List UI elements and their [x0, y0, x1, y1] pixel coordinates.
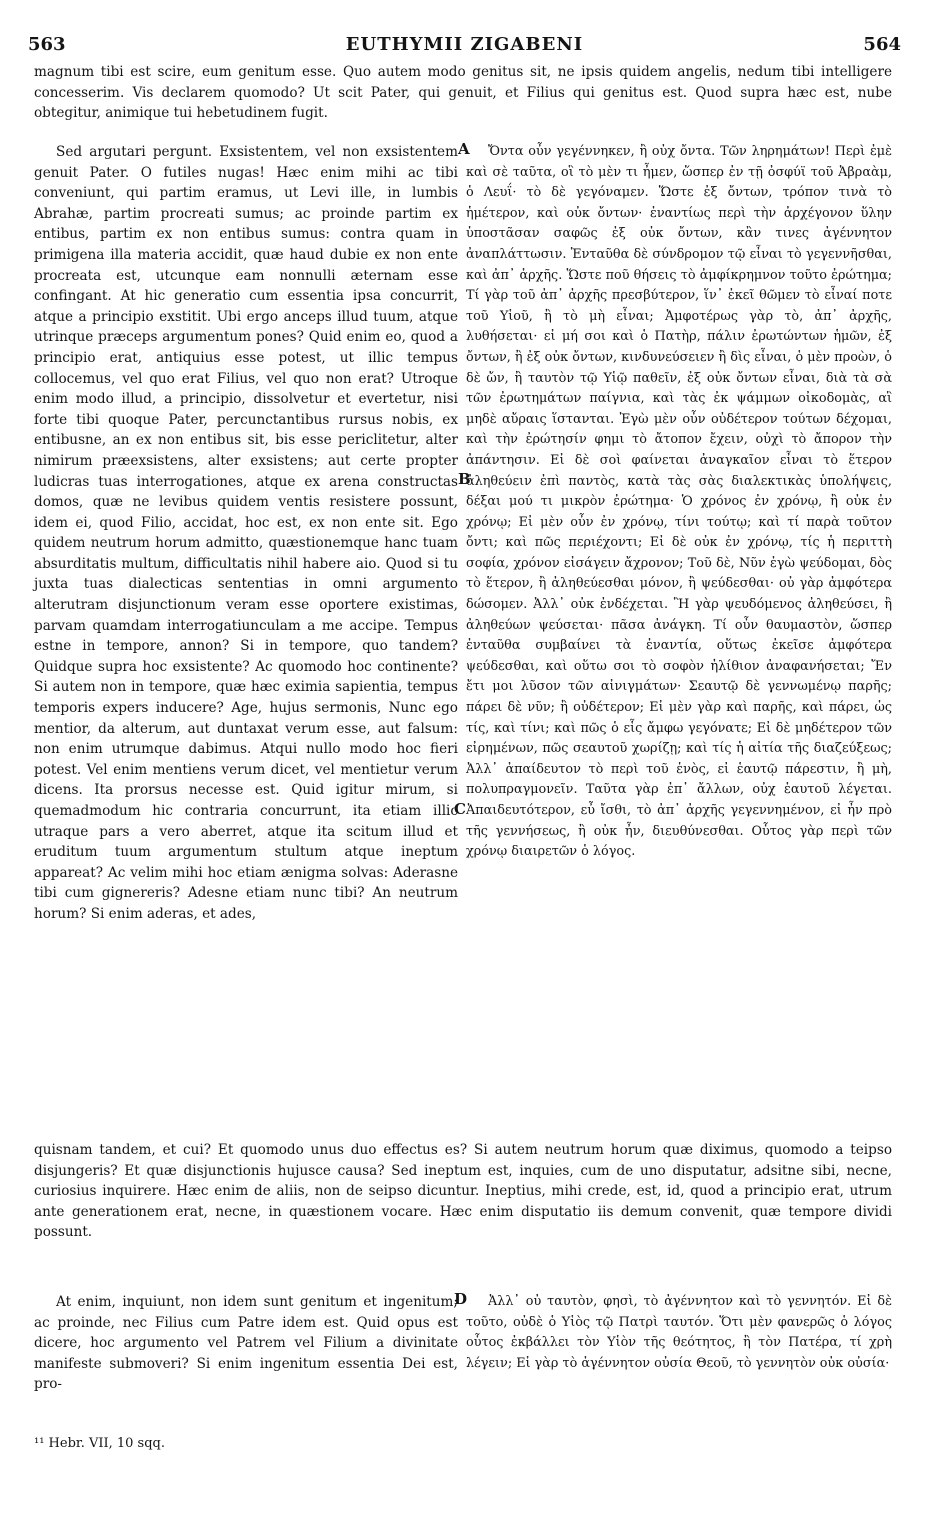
section-marker-c: C [454, 800, 466, 818]
running-title: EUTHYMII ZIGABENI [345, 34, 584, 55]
latin-column-d [34, 1292, 458, 1395]
middle-paragraph [34, 1140, 892, 1243]
greek-text-d: Ἀλλ᾽ οὐ ταυτὸν, φησὶ, τὸ ἀγέννητον καὶ τὸ γεννητόν. Εἰ δὲ τοῦτο, οὐδὲ ὁ Υἱὸς τῷ Πατρὶ ταυτόν. Ὅτι μὲν φανερῶς ὁ λόγος οὗτος ἐκβάλλει τὸν Υἱὸν τῆς θεότητος, ἢ τὸν Πατέρα, τί χρὴ λέγειν; Εἰ γὰρ τὸ ἀγέννητον οὐσία Θεοῦ, τὸ γεννητὸν οὐκ οὐσία· [466, 1294, 892, 1371]
section-marker-d: D [454, 1290, 468, 1308]
greek-column-a [466, 142, 892, 863]
section-marker-b: B [458, 470, 471, 488]
footnote: ¹¹ Hebr. VII, 10 sqq. [34, 1436, 166, 1451]
latin-text-a: Sed argutari pergunt. Exsistentem, vel non exsistentem genuit Pater. O futiles nugas! Hæc enim mihi ac tibi conveniunt, qui partim eramus, ut Levi ille, in lumbis Abrahæ, partim procreati sumus; ac proinde partim ex entibus, partim ex non entibus sumus: contra quam in primigena illa materia accidit, quæ haud dubie ex non ente procreata est, utcunque eam nonnulli æternam esse confingant. At hic generatio cum essentia ipsa concurrit, atque a principio exstitit. Ubi ergo anceps illud tuum, atque utrinque præceps argumentum pones? Quid enim eo, quod a principio erat, antiquius esse potest, ut illic tempus collocemus, vel quo erat Filius, vel quo non erat? Utroque enim modo illud, a principio, dissolvetur et evertetur, nisi forte tibi quoque Pater, percunctantibus rursus nobis, ex entibusne, an ex non entibus sit, bis esse periclitetur, alter nimirum præexsistens, alter exsistens; aut certe propter ludicras tuas interrogationes, atque ex arena constructas domos, quæ ne levibus quidem ventis resistere possunt, idem ei, quod Filio, accidat, hoc est, ex non ente sit. Ego quidem neutrum horum admitto, quæstionemque hanc tuam absurditatis multum, difficultatis nihil habere aio. Quod si tu juxta tuas dialecticas sententias in omni argumento alterutram disjunctionum veram esse oportere existimas, parvam quamdam interrogatiunculam a me accipe. Tempus estne in tempore, annon? Si in tempore, quo tandem? Quidque supra hoc exsistente? Ac quomodo hoc continente? Si autem non in tempore, quæ hæc eximia sapientia, tempus temporis expers inducere? Age, hujus sermonis, Nunc ego mentior, da alterum, aut duntaxat verum esse, aut falsum: non enim utrumque dabimus. Atqui nullo modo hoc fieri potest. Vel enim mentiens verum dicet, vel mentietur verum dicens. Ita prorsus necesse est. Quid igitur mirum, si quemadmodum hic contraria concurrunt, ita etiam illic utraque pars a vero aberret, atque ita scitum illud et eruditum tuum argumentum stultum atque ineptum appareat? Ac velim mihi hoc etiam ænigma solvas: Aderasne tibi cum gignereris? Adesne etiam nunc tibi? An neutrum horum? Si enim aderas, et ades, [34, 144, 458, 922]
latin-text-d: At enim, inquiunt, non idem sunt genitum et ingenitum; ac proinde, nec Filius cum Patre idem est. Quid opus est dicere, hoc argumento vel Patrem vel Filium a divinitate manifeste submoveri? Si enim ingenitum essentia Dei est, pro- [34, 1294, 458, 1393]
section-marker-a: A [458, 140, 470, 158]
page-number-left: 563 [28, 34, 66, 55]
top-paragraph [34, 62, 892, 124]
page-header [28, 34, 901, 58]
top-paragraph-text: magnum tibi est scire, eum genitum esse. Quo autem modo genitus sit, ne ipsis quidem angelis, nedum tibi intelligere concesserim. Vis declarem quomodo? Ut scit Pater, qui genuit, et Filius qui genitus est. Quod supra hæc est, nube obtegitur, animique tui hebetudinem fugit. [34, 64, 892, 122]
page-number-right: 564 [863, 34, 901, 55]
latin-column-a [34, 142, 458, 925]
greek-text-a: Ὄντα οὖν γεγέννηκεν, ἢ οὐχ ὄντα. Τῶν ληρημάτων! Περὶ ἐμὲ καὶ σὲ ταῦτα, οἳ τὸ μὲν τι ἦμεν, ὥσπερ ἐν τῇ ὀσφύϊ τοῦ Ἀβραὰμ, ὁ Λευΐ· τὸ δὲ γεγόναμεν. Ὥστε ἐξ ὄντων, τρόπον τινὰ τὸ ἡμέτερον, καὶ οὐκ ὄντων· ἐναντίως περὶ τὴν ἀρχέγονον ὕλην ὑποστᾶσαν σαφῶς ἐξ οὐκ ὄντων, κἂν τινες ἀγέννητον ἀναπλάττωσιν. Ἐνταῦθα δὲ σύνδρομον τῷ εἶναι τὸ γεγεννῆσθαι, καὶ ἀπ᾽ ἀρχῆς. Ὥστε ποῦ θήσεις τὸ ἀμφίκρημνον τοῦτο ἐρώτημα; Τί γὰρ τοῦ ἀπ᾽ ἀρχῆς πρεσβύτερον, ἵν᾽ ἐκεῖ θῶμεν τὸ εἶναί ποτε τοῦ Υἱοῦ, ἢ τὸ μὴ εἶναι; Ἀμφοτέρως γὰρ τὸ, ἀπ᾽ ἀρχῆς, λυθήσεται· εἰ μή σοι καὶ ὁ Πατὴρ, πάλιν ἐρωτώντων ἡμῶν, ἐξ ὄντων, ἢ ἐξ οὐκ ὄντων, κινδυνεύσειεν ἢ δὶς εἶναι, ὁ μὲν προὼν, ὁ δὲ ὤν, ἢ ταυτὸν τῷ Υἱῷ παθεῖν, ἐξ οὐκ ὄντων εἶναι, διὰ τὰ σὰ τῶν ἐρωτημάτων παίγνια, καὶ τὰς ἐκ ψάμμων οἰκοδομὰς, αἳ μηδὲ αὔραις ἵστανται. Ἐγὼ μὲν οὖν οὐδέτερον τούτων δέχομαι, καὶ τὴν ἐρώτησίν φημι τὸ ἄτοπον ἔχειν, οὐχὶ τὸ ἄπορον τὴν ἀπάντησιν. Εἰ δὲ σοὶ φαίνεται ἀναγκαῖον εἶναι τὸ ἕτερον ἀληθεύειν ἐπὶ παντὸς, κατὰ τὰς σὰς διαλεκτικὰς ὑπολήψεις, δέξαι μού τι μικρὸν ἐρώτημα· Ὁ χρόνος ἐν χρόνῳ, ἢ οὐκ ἐν χρόνῳ; Εἰ μὲν οὖν ἐν χρόνῳ, τίνι τούτῳ; καὶ τί παρὰ τοῦτον ὄντι; καὶ πῶς περιέχοντι; Εἰ δὲ οὐκ ἐν χρόνῳ, τίς ἡ περιττὴ σοφία, χρόνον εἰσάγειν ἄχρονον; Τοῦ δὲ, Νῦν ἐγὼ ψεύδομαι, δὸς τὸ ἕτερον, ἢ ἀληθεύεσθαι μόνον, ἢ ψεύδεσθαι· οὐ γὰρ ἀμφότερα δώσομεν. Ἀλλ᾽ οὐκ ἐνδέχεται. Ἢ γὰρ ψευδόμενος ἀληθεύσει, ἢ ἀληθεύων ψεύσεται· πᾶσα ἀνάγκη. Τί οὖν θαυμαστὸν, ὥσπερ ἐνταῦθα συμβαίνει τὰ ἐναντία, οὕτως ἐκεῖσε ἀμφότερα ψεύδεσθαι, καὶ οὕτω σοι τὸ σοφὸν ἠλίθιον ἀναφανήσεται; Ἔν ἔτι μοι λῦσον τῶν αἰνιγμάτων· Σεαυτῷ δὲ γεννωμένῳ παρῆς; πάρει δὲ νῦν; ἢ οὐδέτερον; Εἰ μὲν γὰρ καὶ παρῆς, καὶ πάρει, ὡς τίς, καὶ τίνι; καὶ πῶς ὁ εἷς ἄμφω γεγόνατε; Εἰ δὲ μηδέτερον τῶν εἰρημένων, πῶς σεαυτοῦ χωρίζῃ; καὶ τίς ἡ αἰτία τῆς διαζεύξεως; Ἀλλ᾽ ἀπαίδευτον τὸ περὶ τοῦ ἑνὸς, εἰ ἑαυτῷ πάρεστιν, ἢ μὴ, πολυπραγμονεῖν. Ταῦτα γὰρ ἐπ᾽ ἄλλων, οὐχ ἑαυτοῦ λέγεται. Ἀπαιδευτότερον, εὖ ἴσθι, τὸ ἀπ᾽ ἀρχῆς γεγεννημένον, εἰ ἦν πρὸ τῆς γεννήσεως, ἢ οὐκ ἦν, διευθύνεσθαι. Οὗτος γὰρ περὶ τῶν χρόνῳ διαιρετῶν ὁ λόγος. [466, 144, 892, 860]
middle-paragraph-text: quisnam tandem, et cui? Et quomodo unus duo effectus es? Si autem neutrum horum quæ diximus, quomodo a teipso disjungeris? Et quæ disjunctionis hujusce causa? Sed ineptum est, inquies, cum de uno disputatur, adsitne sibi, necne, curiosius inquirere. Hæc enim de aliis, non de seipso dicuntur. Ineptius, mihi crede, est, id, quod a principio erat, utrum ante generationem erat, necne, in quæstionem vocare. Hæc enim disputatio iis demum convenit, quæ tempore dividi possunt. [34, 1142, 892, 1241]
greek-column-d [466, 1292, 892, 1374]
